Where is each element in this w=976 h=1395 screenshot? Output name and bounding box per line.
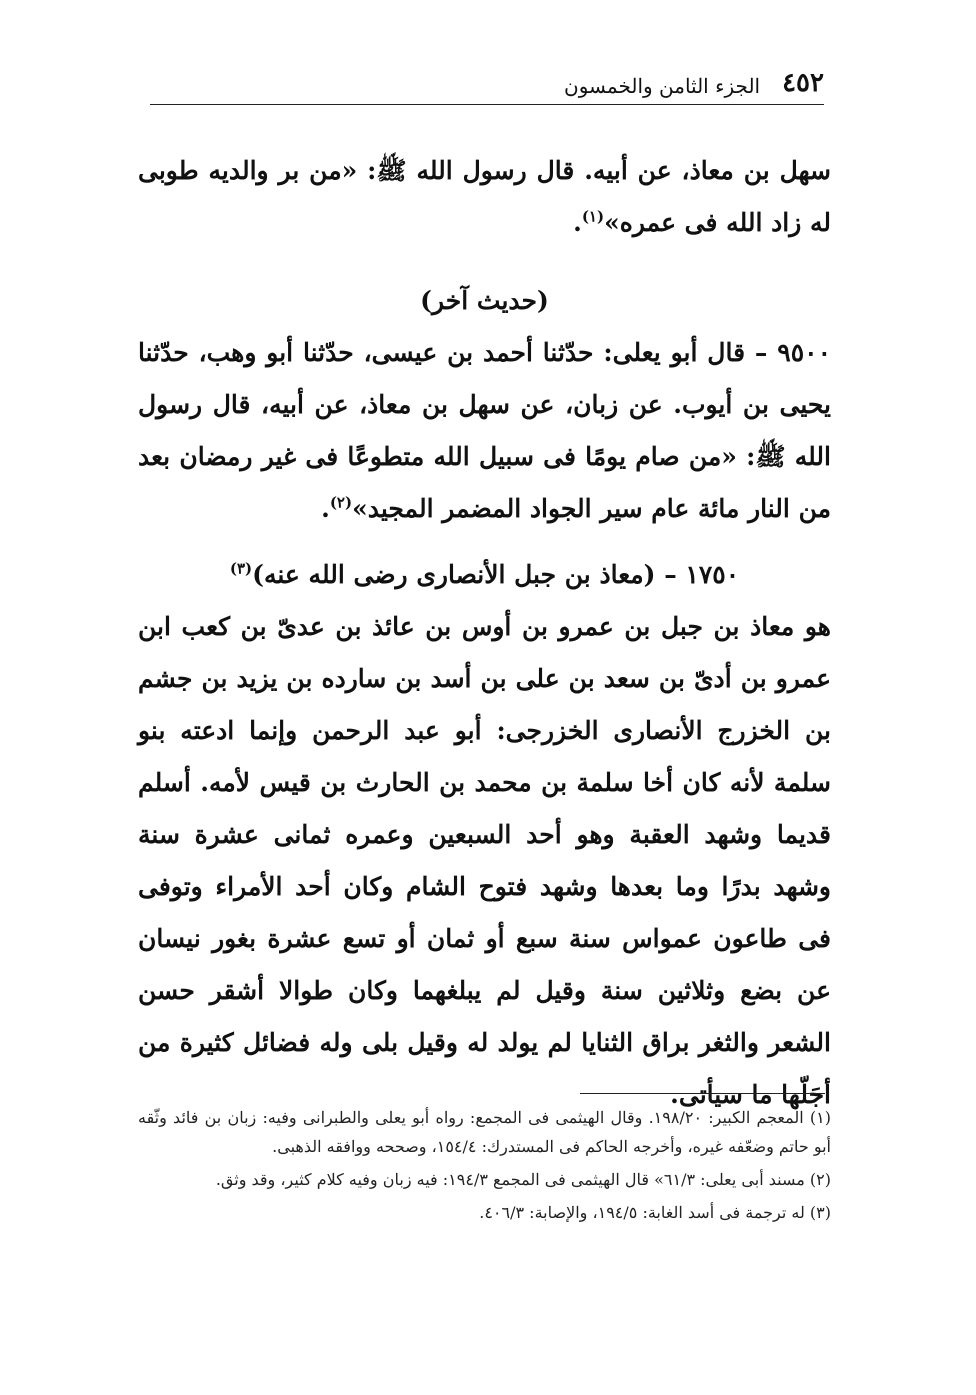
footnote-separator (580, 1093, 825, 1094)
paragraph-hadith-9500: ٩٥٠٠ – قال أبو يعلى: حدّثنا أحمد بن عيسى، حدّثنا أبو وهب، حدّثنا يحيى بن أيوب. عن زبان، عن سهل بن معاذ، عن أبيه، قال رسول الله ﷺ: «من صام يومًا فى سبيل الله متطوعًا فى غير رمضان بعد من النار مائة عام سير الجواد المضمر المجيد»$^{(٢)}$. (138, 338, 831, 523)
footnotes (138, 1103, 831, 1231)
footnote-ref-3: (٣) (229, 559, 253, 578)
page-number: ٤٥٢ (782, 68, 824, 98)
paragraph-text: سهل بن معاذ، عن أبيه. قال رسول الله ﷺ: «من بر والديه طوبى له زاد الله فى عمره» (138, 156, 831, 237)
footnote-1: (١) المعجم الكبير: ١٩٨/٢٠. وقال الهيثمى فى المجمع: رواه أبو يعلى والطبرانى وفيه: زبان بن فائد وثّقه أبو حاتم وضعّفه غيره، وأخرجه الحاكم فى المستدرك: ١٥٤/٤، وصححه ووافقه الذهبى. (138, 1108, 832, 1156)
paragraph-hadith-continuation: سهل بن معاذ، عن أبيه. قال رسول الله ﷺ: «من بر والديه طوبى له زاد الله فى عمره»$^{(١)}$. (138, 156, 831, 237)
footnote-ref-1: (١) (581, 207, 605, 226)
biography-paragraph: هو معاذ بن جبل بن عمرو بن أوس بن عائذ بن عدىّ بن كعب ابن عمرو بن أدىّ بن سعد بن على بن أسد بن سارده بن يزيد بن جشم بن الخزرج الأنصارى الخزرجى: أبو عبد الرحمن وإنما ادعته بنو سلمة لأنه كان أخا سلمة بن محمد بن الحارث بن قيس لأمه. أسلم قديما وشهد العقبة وهو أحد السبعين وعمره ثمانى عشرة سنة وشهد بدرًا وما بعدها وشهد فتوح الشام وكان أحد الأمراء وتوفى فى طاعون عمواس سنة سبع أو ثمان أو تسع عشرة بغور نيسان عن بضع وثلاثين سنة وقيل لم يبلغهما وكان طوالا أشقر حسن الشعر والثغر براق الثنايا لم يولد له وقيل بلى وله فضائل كثيرة من أجَلّها ما سيأتى. (138, 612, 831, 1109)
biography-title (138, 549, 831, 601)
biography-title-text: ١٧٥٠ – (معاذ بن جبل الأنصارى رضى الله عنه) (252, 560, 740, 589)
paragraph-text: ٩٥٠٠ – قال أبو يعلى: حدّثنا أحمد بن عيسى، حدّثنا أبو وهب، حدّثنا يحيى بن أيوب. عن زبان، عن سهل بن معاذ، عن أبيه، قال رسول الله ﷺ: «من صام يومًا فى سبيل الله متطوعًا فى غير رمضان بعد من النار مائة عام سير الجواد المضمر المجيد» (138, 338, 831, 523)
page-header (150, 58, 824, 105)
footnote-2: (٢) مسند أبى يعلى: ٦١/٣» قال الهيثمى فى المجمع ١٩٤/٣: فيه زبان وفيه كلام كثير، وقد وثق. (215, 1170, 831, 1189)
main-text (138, 145, 831, 1121)
section-heading: (حديث آخر) (420, 286, 549, 315)
footnote-3: (٣) له ترجمة فى أسد الغابة: ١٩٤/٥، والإصابة: ٤٠٦/٣. (479, 1203, 831, 1222)
running-title: الجزء الثامن والخمسون (564, 74, 761, 98)
footnote-ref-2: (٢) (329, 493, 353, 512)
